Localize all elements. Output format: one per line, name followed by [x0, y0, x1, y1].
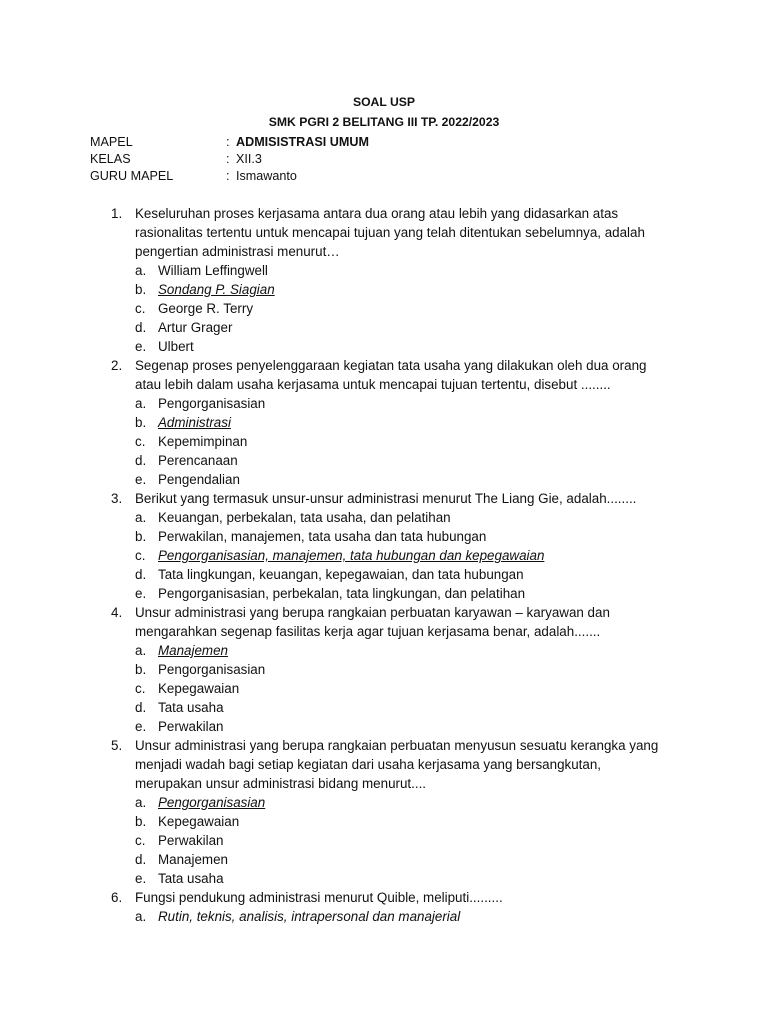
- option-text: Pengendalian: [158, 472, 240, 487]
- question-text-continued: [0, 375, 768, 394]
- question-text: mengarahkan segenap fasilitas kerja agar tujuan kerjasama benar, adalah.......: [135, 624, 601, 639]
- option-letter: d.: [135, 453, 147, 468]
- question-number: 3.: [111, 491, 123, 506]
- meta-value: Ismawanto: [236, 169, 297, 183]
- answer-option: [0, 698, 768, 717]
- option-letter: d.: [135, 852, 147, 867]
- option-text: Kepegawaian: [158, 814, 240, 829]
- question-text: merupakan unsur administrasi bidang menurut....: [135, 776, 427, 791]
- option-text-answer-key: Pengorganisasian: [158, 795, 266, 810]
- option-letter: e.: [135, 472, 147, 487]
- question-text: Berikut yang termasuk unsur-unsur administrasi menurut The Liang Gie, adalah........: [135, 491, 637, 506]
- question-text: Keseluruhan proses kerjasama antara dua orang atau lebih yang didasarkan atas: [135, 206, 619, 221]
- question-item: [0, 204, 768, 223]
- option-letter: c.: [135, 301, 146, 316]
- question-number: 4.: [111, 605, 123, 620]
- option-text: Rutin, teknis, analisis, intrapersonal dan manajerial: [158, 909, 461, 924]
- answer-option: [0, 812, 768, 831]
- answer-option: [0, 261, 768, 280]
- meta-key: GURU MAPEL: [90, 169, 174, 183]
- option-text: Perwakilan: [158, 833, 224, 848]
- question-text-continued: [0, 223, 768, 242]
- answer-option: [0, 717, 768, 736]
- option-letter: c.: [135, 681, 146, 696]
- option-letter: a.: [135, 909, 147, 924]
- answer-option: [0, 318, 768, 337]
- meta-value: XII.3: [236, 152, 262, 166]
- option-text: Tata lingkungan, keuangan, kepegawaian, dan tata hubungan: [158, 567, 524, 582]
- option-letter: b.: [135, 814, 147, 829]
- answer-option: [0, 869, 768, 888]
- option-text: Tata usaha: [158, 700, 224, 715]
- option-letter: b.: [135, 415, 147, 430]
- option-text-answer-key: Administrasi: [158, 415, 231, 430]
- question-list: [0, 204, 768, 926]
- option-letter: c.: [135, 434, 146, 449]
- answer-option: [0, 850, 768, 869]
- answer-option: [0, 508, 768, 527]
- option-letter: e.: [135, 339, 147, 354]
- answer-option: [0, 299, 768, 318]
- answer-option: [0, 470, 768, 489]
- option-letter: a.: [135, 510, 147, 525]
- option-letter: a.: [135, 643, 147, 658]
- question-text: Fungsi pendukung administrasi menurut Quible, meliputi.........: [135, 890, 503, 905]
- option-letter: c.: [135, 548, 146, 563]
- answer-option: [0, 793, 768, 812]
- question-item: [0, 736, 768, 755]
- option-text: Manajemen: [158, 852, 228, 867]
- option-text-answer-key: Manajemen: [158, 643, 228, 658]
- question-text-continued: [0, 755, 768, 774]
- option-letter: e.: [135, 719, 147, 734]
- answer-option: [0, 280, 768, 299]
- question-item: [0, 603, 768, 622]
- answer-option: [0, 527, 768, 546]
- option-text: William Leffingwell: [158, 263, 268, 278]
- option-letter: a.: [135, 263, 147, 278]
- meta-row-kelas: [90, 151, 690, 168]
- option-text: Pengorganisasian: [158, 662, 266, 677]
- question-number: 6.: [111, 890, 123, 905]
- answer-option: [0, 907, 768, 926]
- option-text: Pengorganisasian, perbekalan, tata lingkungan, dan pelatihan: [158, 586, 526, 601]
- question-number: 2.: [111, 358, 123, 373]
- meta-row-guru-mapel: [90, 168, 690, 185]
- answer-option: [0, 337, 768, 356]
- question-text: menjadi wadah bagi setiap kegiatan dari usaha kerjasama yang bersangkutan,: [135, 757, 601, 772]
- option-letter: b.: [135, 282, 147, 297]
- option-text-answer-key: Sondang P. Siagian: [158, 282, 275, 297]
- question-number: 1.: [111, 206, 123, 221]
- question-text: Unsur administrasi yang berupa rangkaian perbuatan menyusun sesuatu kerangka yang: [135, 738, 659, 753]
- question-item: [0, 489, 768, 508]
- option-letter: d.: [135, 320, 147, 335]
- answer-option: [0, 831, 768, 850]
- question-text: Segenap proses penyelenggaraan kegiatan tata usaha yang dilakukan oleh dua orang: [135, 358, 647, 373]
- option-text: Kepemimpinan: [158, 434, 248, 449]
- option-text: Perwakilan: [158, 719, 224, 734]
- option-text: George R. Terry: [158, 301, 254, 316]
- option-letter: d.: [135, 700, 147, 715]
- option-text: Keuangan, perbekalan, tata usaha, dan pelatihan: [158, 510, 451, 525]
- option-text: Tata usaha: [158, 871, 224, 886]
- answer-option: [0, 660, 768, 679]
- question-text-continued: [0, 622, 768, 641]
- option-letter: c.: [135, 833, 146, 848]
- option-text: Perencanaan: [158, 453, 238, 468]
- meta-value: ADMISISTRASI UMUM: [236, 135, 369, 149]
- question-item: [0, 356, 768, 375]
- document-title: SOAL USP: [352, 95, 416, 109]
- question-number: 5.: [111, 738, 123, 753]
- option-letter: e.: [135, 871, 147, 886]
- meta-key: MAPEL: [90, 135, 133, 149]
- question-text-continued: [0, 774, 768, 793]
- option-letter: b.: [135, 529, 147, 544]
- question-text: rasionalitas tertentu untuk mencapai tujuan yang telah ditentukan sebelumnya, adalah: [135, 225, 645, 240]
- meta-colon: :: [226, 169, 230, 183]
- answer-option: [0, 679, 768, 698]
- option-letter: d.: [135, 567, 147, 582]
- school-title: SMK PGRI 2 BELITANG III TP. 2022/2023: [268, 115, 500, 129]
- option-text: Pengorganisasian: [158, 396, 266, 411]
- question-text: atau lebih dalam usaha kerjasama untuk mencapai tujuan tertentu, disebut ........: [135, 377, 611, 392]
- answer-option: [0, 451, 768, 470]
- question-item: [0, 888, 768, 907]
- option-letter: a.: [135, 795, 147, 810]
- option-letter: b.: [135, 662, 147, 677]
- option-text: Artur Grager: [158, 320, 233, 335]
- meta-colon: :: [226, 152, 230, 166]
- option-text: Kepegawaian: [158, 681, 240, 696]
- answer-option: [0, 641, 768, 660]
- meta-row-mapel: [90, 134, 690, 151]
- option-text: Perwakilan, manajemen, tata usaha dan tata hubungan: [158, 529, 487, 544]
- answer-option: [0, 546, 768, 565]
- option-text: Ulbert: [158, 339, 194, 354]
- answer-option: [0, 584, 768, 603]
- option-text-answer-key: Pengorganisasian, manajemen, tata hubungan dan kepegawaian: [158, 548, 545, 563]
- question-text-continued: [0, 242, 768, 261]
- answer-option: [0, 565, 768, 584]
- option-letter: e.: [135, 586, 147, 601]
- answer-option: [0, 432, 768, 451]
- question-text: pengertian administrasi menurut…: [135, 244, 340, 259]
- option-letter: a.: [135, 396, 147, 411]
- answer-option: [0, 394, 768, 413]
- meta-block: [90, 134, 690, 185]
- meta-key: KELAS: [90, 152, 131, 166]
- meta-colon: :: [226, 135, 230, 149]
- answer-option: [0, 413, 768, 432]
- question-text: Unsur administrasi yang berupa rangkaian perbuatan karyawan – karyawan dan: [135, 605, 610, 620]
